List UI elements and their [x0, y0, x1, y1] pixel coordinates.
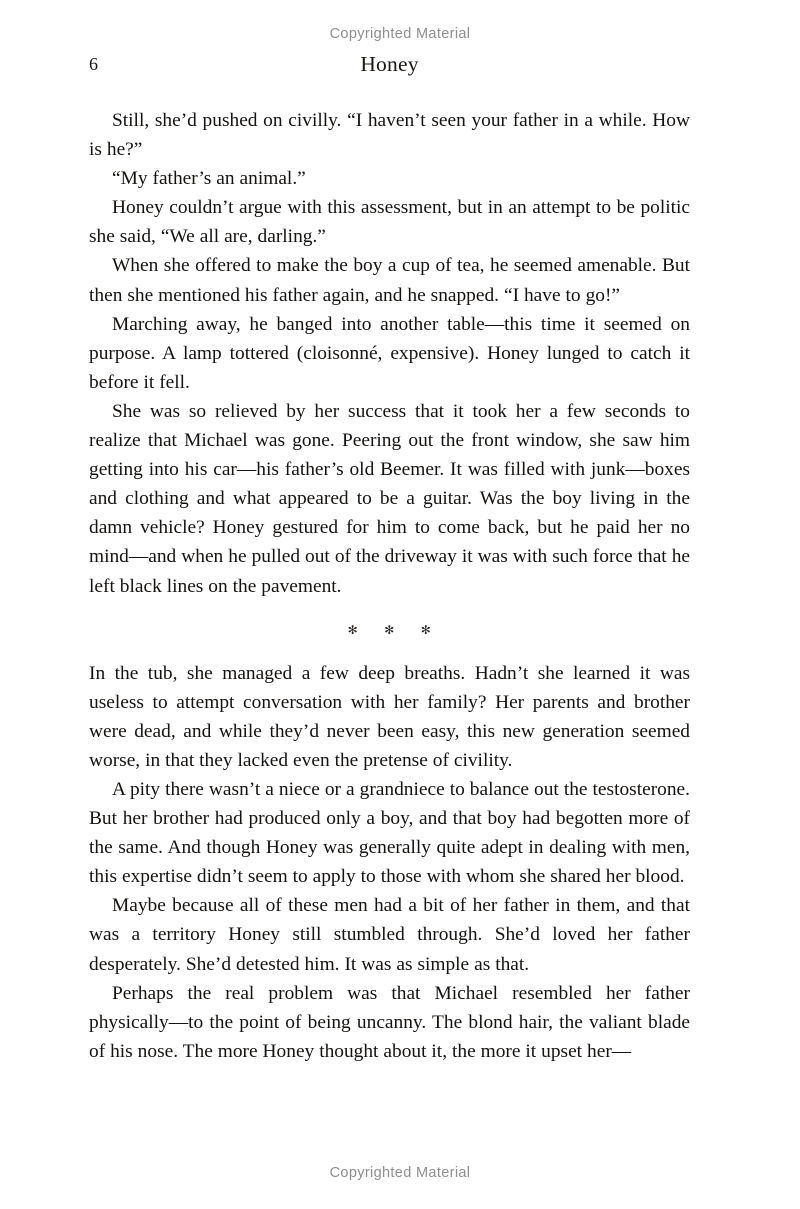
- paragraph: Perhaps the real problem was that Michael resembled her father physically—to the point of being uncanny. The blond hair, the valiant blade of his nose. The more Honey thought about it, the more it upset her—: [89, 982, 690, 1062]
- paragraph: She was so relieved by her success that it took her a few seconds to realize that Michael was gone. Peering out the front window, she saw him getting into his car—his father’s old Beemer. It was filled with junk—boxes and clothing and what appeared to be a guitar. Was the boy living in the damn vehicle? Honey gestured for him to come back, but he paid her no mind—and when he pulled out of the driveway it was with such force that he left black lines on the pavement.: [89, 400, 690, 597]
- paragraph: Still, she’d pushed on civilly. “I haven’t seen your father in a while. How is he?”: [89, 110, 690, 161]
- body-text-block: [89, 106, 690, 1066]
- paragraph: A pity there wasn’t a niece or a grandniece to balance out the testosterone. But her brother had produced only a boy, and that boy had begotten more of the same. And though Honey was generally quite adept in dealing with men, this expertise didn’t seem to apply to those with whom she shared her blood.: [89, 778, 690, 888]
- paragraph: “My father’s an animal.”: [112, 168, 306, 190]
- asterisk-icon: ✻: [384, 622, 395, 637]
- running-head: [89, 50, 690, 80]
- paragraph: Marching away, he banged into another table—this time it seemed on purpose. A lamp tottered (cloisonné, expensive). Honey lunged to catch it before it fell.: [89, 313, 690, 393]
- section-break-ornament: [89, 601, 690, 659]
- paragraph: Honey couldn’t argue with this assessment, but in an attempt to be politic she said, “We all are, darling.”: [89, 197, 690, 248]
- copyright-watermark-bottom: Copyrighted Material: [329, 1165, 471, 1181]
- paragraphs-before-break: [89, 106, 690, 601]
- asterisk-icon: ✻: [347, 622, 359, 637]
- copyright-watermark-top: Copyrighted Material: [329, 26, 471, 42]
- paragraph: In the tub, she managed a few deep breaths. Hadn’t she learned it was useless to attempt conversation with her family? Her parents and brother were dead, and while they’d never been easy, this new generation seemed worse, in that they lacked even the pretense of civility.: [89, 662, 690, 771]
- page-number: 6: [89, 54, 98, 74]
- paragraphs-after-break: [89, 659, 690, 1066]
- running-head-title: Honey: [360, 52, 419, 76]
- paragraph: Maybe because all of these men had a bit of her father in them, and that was a territory Honey still stumbled through. She’d loved her father desperately. She’d detested him. It was as simple as that.: [89, 895, 690, 975]
- asterisk-icon: ✻: [420, 622, 432, 637]
- paragraph: When she offered to make the boy a cup of tea, he seemed amenable. But then she mentioned his father again, and he snapped. “I have to go!”: [89, 255, 690, 306]
